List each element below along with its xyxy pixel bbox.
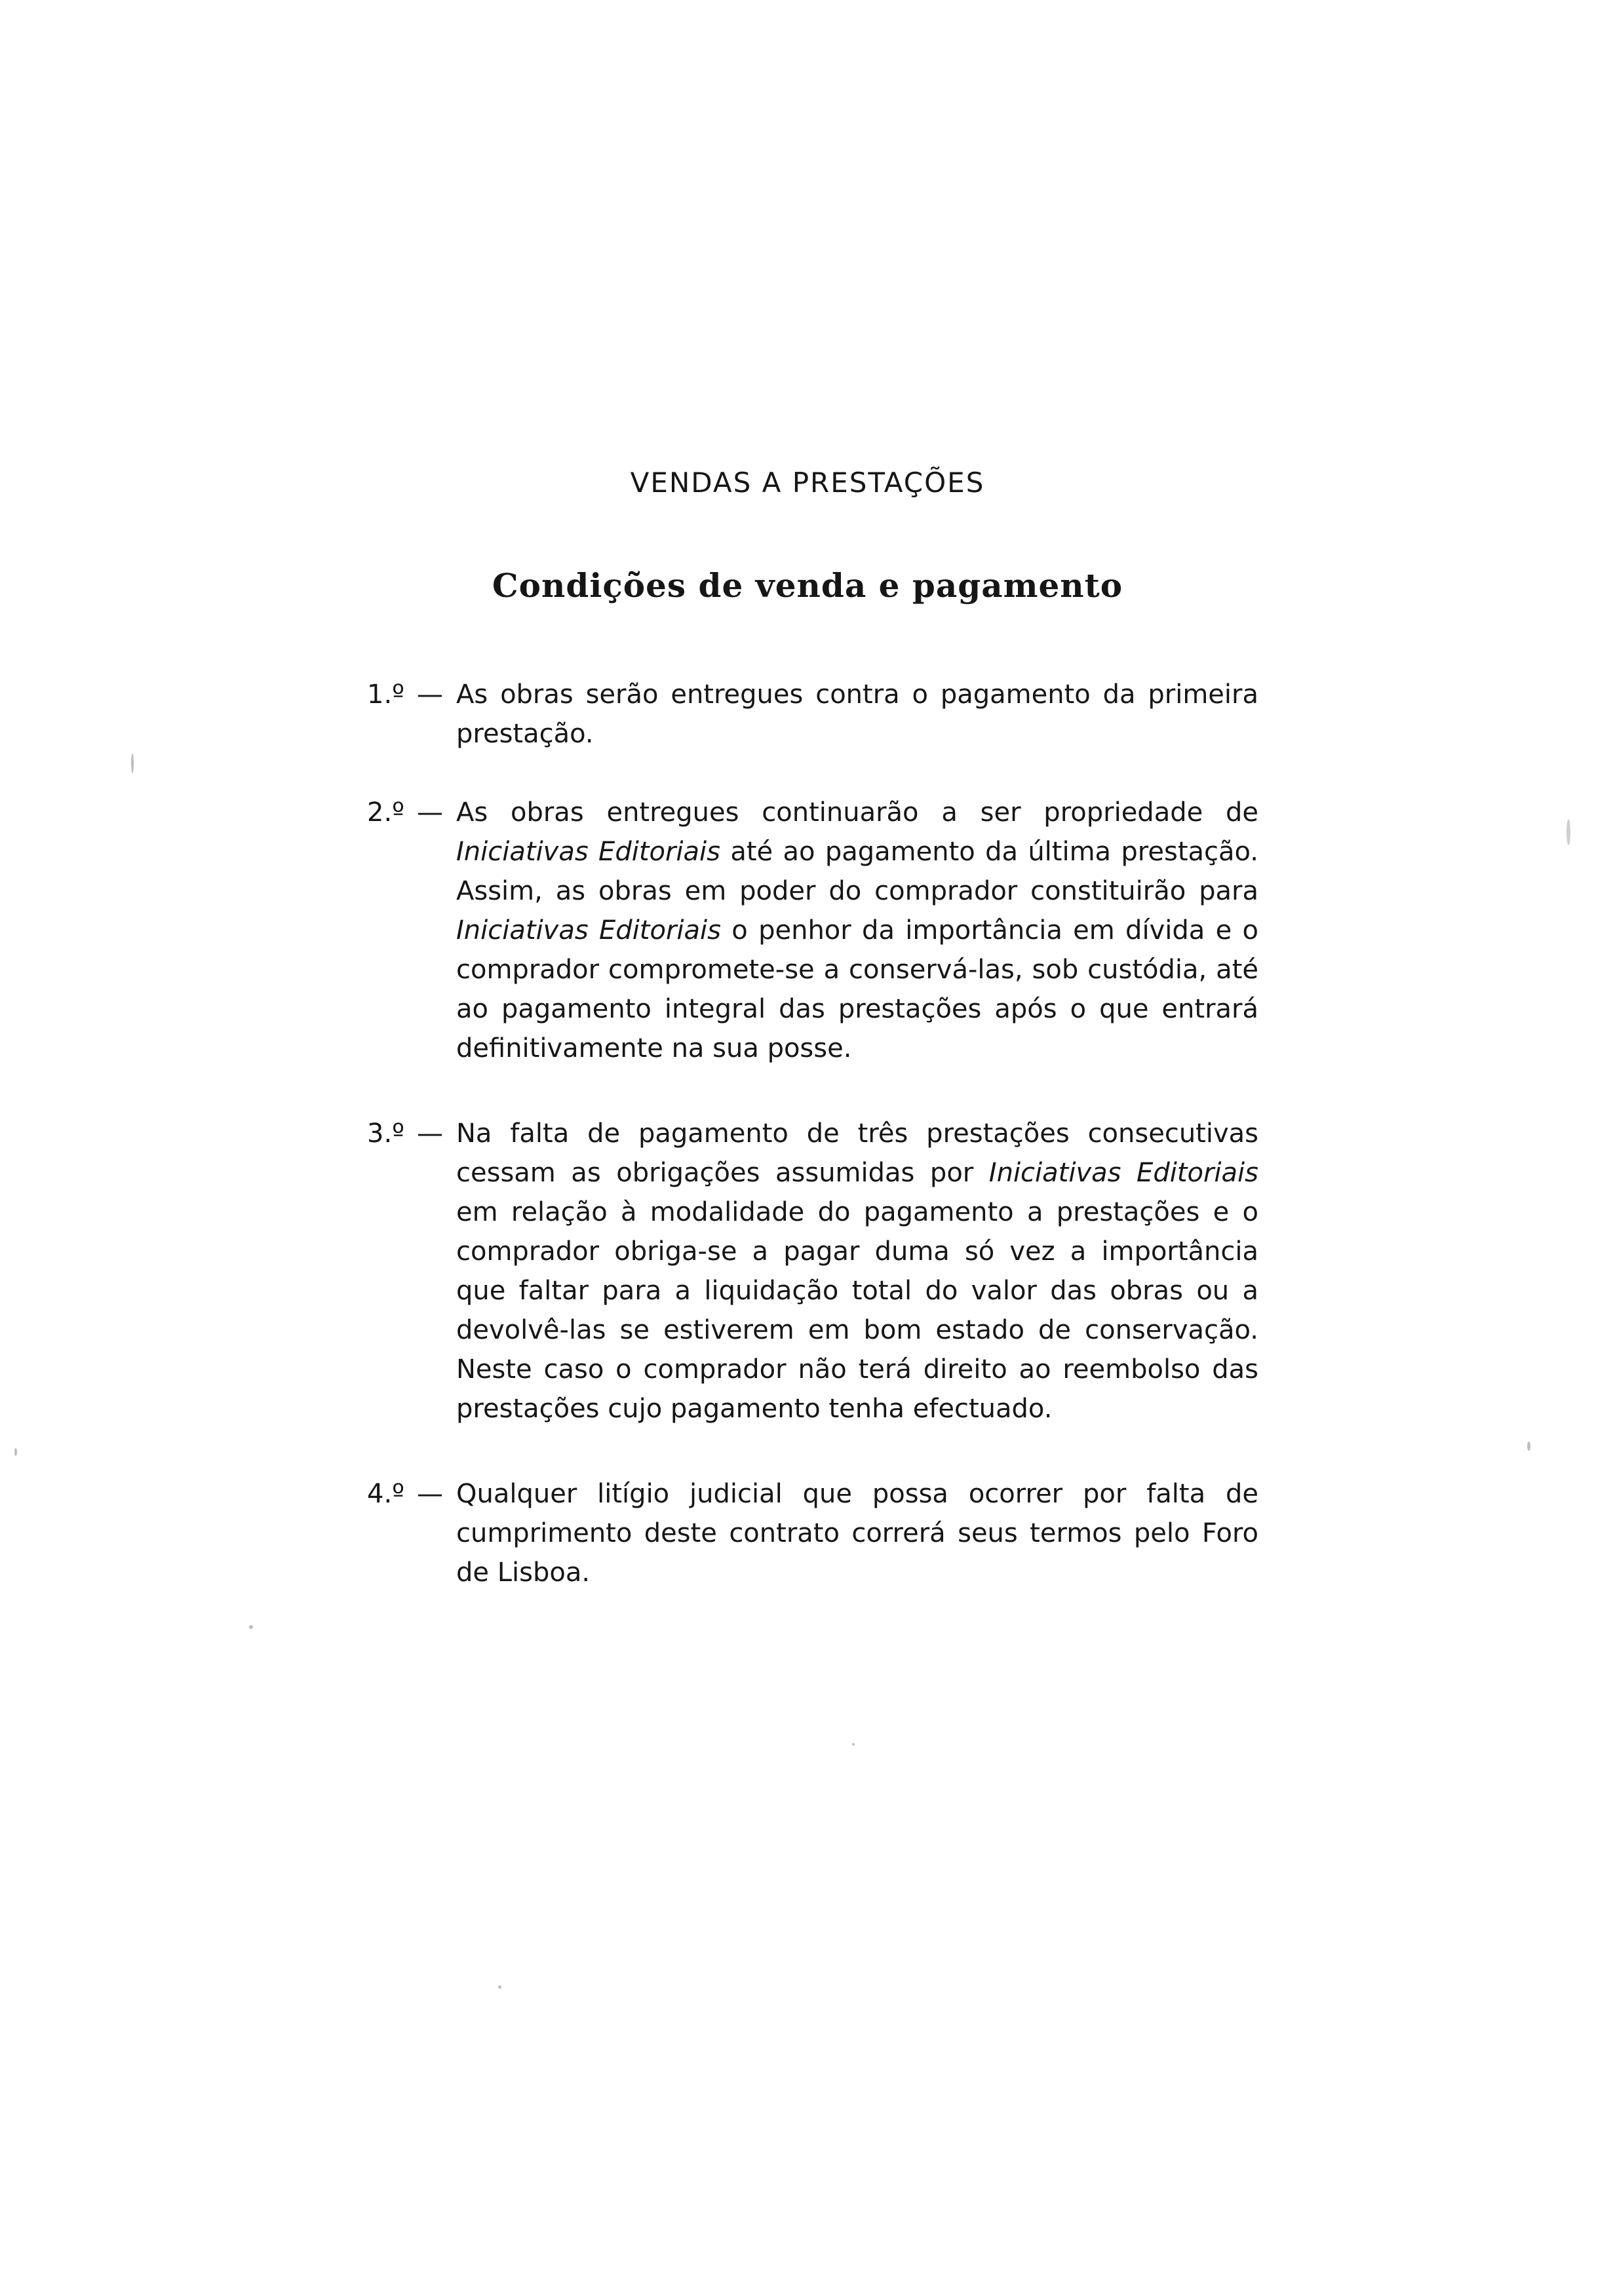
scan-speck <box>498 1985 501 1989</box>
publisher-name: Iniciativas Editoriais <box>456 837 721 867</box>
scan-speck <box>852 1743 855 1746</box>
clause-number: 3.º <box>367 1119 405 1149</box>
clause-4 <box>367 1474 1258 1592</box>
clause-number: 4.º <box>367 1479 405 1509</box>
clause-dash: — <box>417 679 443 710</box>
scan-speck <box>1527 1442 1530 1451</box>
scan-speck <box>1566 819 1570 845</box>
document-title: VENDAS A PRESTAÇÕES <box>630 467 985 499</box>
clause-2 <box>367 793 1258 1068</box>
scan-speck <box>14 1448 17 1456</box>
clause-3 <box>367 1114 1258 1428</box>
publisher-name: Iniciativas Editoriais <box>456 915 721 946</box>
clause-text: As obras serão entregues contra o pagamento da primeira prestação. <box>456 679 1258 749</box>
clause-dash: — <box>417 1119 443 1149</box>
clause-text: Na falta de pagamento de três prestações consecutivas cessam as obrigações assumidas por Iniciativas Editoriais em relação à modalidade do pagamento a prestações e o comprador obriga-se a pagar duma só vez a importância que faltar para a liquidação total do valor das obras ou a devolvê-las se estiverem em bom estado de conservação. Neste caso o comprador não terá direito ao reembolso das prestações cujo pagamento tenha efectuado. <box>456 1119 1259 1424</box>
publisher-name: Iniciativas Editoriais <box>988 1158 1259 1188</box>
clause-number: 2.º <box>367 797 405 828</box>
clause-1 <box>367 675 1258 754</box>
scan-speck <box>249 1625 253 1629</box>
clause-text: Qualquer litígio judicial que possa ocorrer por falta de cumprimento deste contrato correrá seus termos pelo Foro de Lisboa. <box>456 1479 1258 1588</box>
clause-dash: — <box>417 1479 443 1509</box>
clause-text: As obras entregues continuarão a ser propriedade de Iniciativas Editoriais até ao pagamento da última prestação. Assim, as obras em poder do comprador constituirão para Iniciativas Editoriais o penhor da importância em dívida e o comprador compromete-se a conservá-las, sob custódia, até ao pagamento integral das prestações após o que entrará definitivamente na sua posse. <box>456 797 1259 1063</box>
clause-dash: — <box>417 797 443 828</box>
document-subtitle: Condições de venda e pagamento <box>492 566 1123 605</box>
scan-speck <box>131 754 134 773</box>
clause-number: 1.º <box>367 679 405 710</box>
